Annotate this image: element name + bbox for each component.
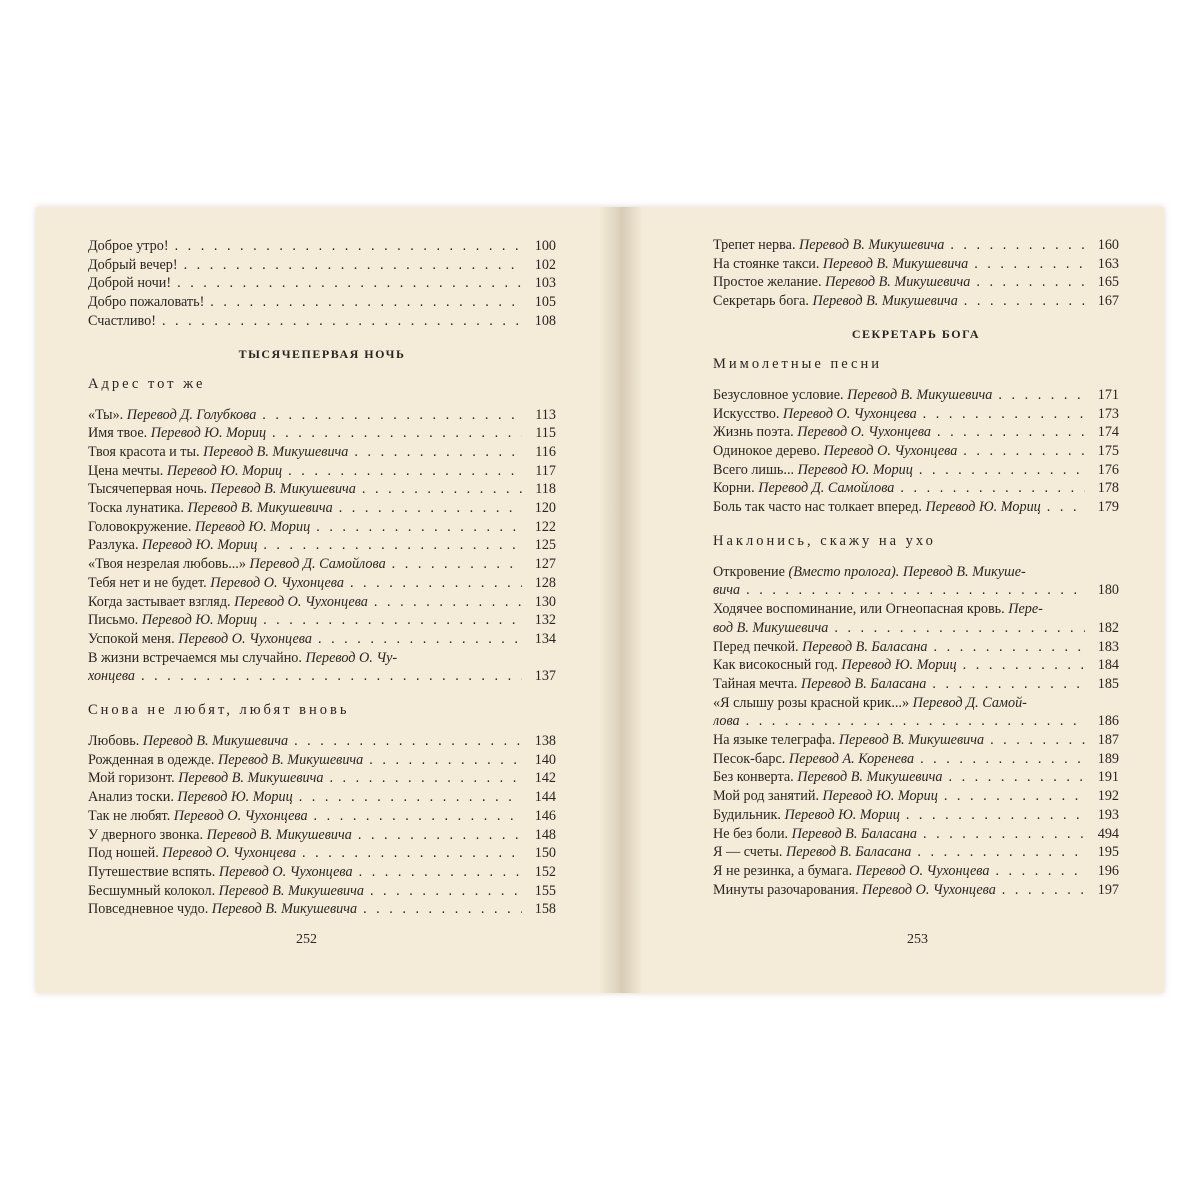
page-number: 155	[534, 882, 556, 899]
entry-title: «Твоя незрелая любовь...»	[88, 556, 246, 573]
page-number: 187	[1097, 732, 1119, 749]
page-number: 174	[1097, 424, 1119, 441]
entry-text	[713, 843, 1085, 862]
entry-text	[88, 844, 522, 863]
section-entries	[713, 731, 1119, 899]
entry-text	[88, 732, 522, 751]
entry-text	[88, 807, 522, 826]
entry-title: Любовь.	[88, 733, 140, 750]
entry-title: Трепет нерва.	[713, 237, 796, 253]
toc-entry	[88, 788, 556, 807]
entry-text	[88, 611, 522, 630]
entry-text	[88, 788, 522, 807]
entry-title: Под ношей.	[88, 845, 159, 862]
entry-title: Тайная мечта.	[713, 675, 798, 692]
entry-text	[713, 768, 1085, 787]
toc-entry	[713, 862, 1119, 881]
page-number: 178	[1097, 480, 1119, 497]
toc-entry	[88, 732, 556, 751]
toc-entry	[88, 769, 556, 788]
toc-entry	[88, 826, 556, 845]
entry-translator: Перевод Д. Голубкова	[126, 406, 257, 423]
entry-translator: Перевод В. Микушевича	[187, 500, 333, 517]
entry-text	[713, 498, 1085, 517]
entry-translator: Перевод Ю. Мориц	[166, 462, 283, 479]
page-number: 196	[1097, 862, 1119, 879]
entry-title: Путешествие вспять.	[88, 863, 216, 880]
entry-title: Тебя нет и не будет.	[88, 574, 207, 591]
toc-entry	[88, 518, 556, 537]
folio: 252	[296, 932, 317, 947]
entry-text	[88, 256, 522, 275]
entry-title: Будильник.	[713, 806, 781, 823]
entry-translator: Перевод О. Чухонцева	[173, 807, 308, 824]
toc-entry	[713, 292, 1119, 311]
toc-entry	[713, 787, 1119, 806]
toc-entry	[88, 256, 556, 275]
entry-title: Разлука.	[88, 537, 139, 554]
page-number: 183	[1097, 638, 1119, 655]
toc-entry	[88, 900, 556, 919]
section-heading: Снова не любят, любят вновь	[88, 702, 350, 719]
page-number: 138	[534, 733, 556, 750]
entry-translator: Перевод В. Микушевича	[799, 237, 945, 253]
entry-text	[713, 292, 1085, 311]
page-number: 180	[1097, 582, 1119, 599]
entry-text	[713, 405, 1085, 424]
entry-translator: Перевод В. Микушевича	[203, 443, 349, 460]
page-number: 113	[535, 406, 556, 423]
page-number: 197	[1097, 881, 1119, 898]
left-page	[36, 207, 599, 993]
toc-entry	[88, 611, 556, 630]
entry-translator: лова	[713, 713, 740, 730]
toc-entry	[88, 807, 556, 826]
toc-entry	[713, 386, 1119, 405]
page-number: 189	[1097, 750, 1119, 767]
entry-translator: Перевод Д. Самой-	[912, 694, 1027, 711]
entry-text	[88, 237, 522, 256]
entry-title: Успокой меня.	[88, 630, 175, 647]
toc-entry	[88, 406, 556, 425]
entry-translator: Перевод В. Баласана	[791, 825, 918, 842]
entry-text	[88, 462, 522, 481]
entry-note: (Вместо пролога).	[788, 563, 900, 580]
toc-entry	[713, 236, 1119, 255]
entry-translator: Перевод В. Микушевича	[206, 826, 352, 843]
toc-entry	[88, 844, 556, 863]
entry-title: Тысячепервая ночь.	[88, 481, 208, 498]
entry-title: Перед печкой.	[713, 638, 799, 655]
entry-text	[88, 769, 522, 788]
entry-translator: Перевод В. Баласана	[801, 675, 927, 692]
entry-title: Твоя красота и ты.	[88, 443, 200, 460]
page-number: 195	[1097, 844, 1119, 861]
page-number: 182	[1097, 619, 1119, 636]
entry-text	[713, 787, 1085, 806]
entry-title: Добрый вечер!	[88, 256, 178, 273]
page-number: 171	[1097, 386, 1119, 403]
entry-text	[88, 751, 522, 770]
entry-text	[713, 825, 1085, 844]
page-number: 165	[1097, 274, 1119, 291]
entry-translator: Перевод О. Чухонцева	[797, 424, 931, 441]
entry-title: «Я слышу розы красной крик...»	[713, 694, 910, 711]
entry-translator: Перевод Д. Самойлова	[249, 556, 386, 573]
entry-text	[88, 406, 522, 425]
entry-text	[88, 555, 522, 574]
toc-entry	[713, 750, 1119, 769]
toc-entry	[88, 574, 556, 593]
entry-translator: Перевод В. Микушевича	[178, 770, 324, 787]
open-book-spread	[36, 207, 1164, 993]
toc-entry	[88, 536, 556, 555]
entry-translator: Перевод В. Микушевича	[838, 732, 985, 749]
book-gutter	[599, 207, 643, 993]
entry-text	[88, 312, 522, 331]
page-number: 108	[534, 312, 556, 329]
toc-entry	[713, 498, 1119, 517]
toc-entry-wrapped	[713, 694, 1119, 731]
entry-title: Не без боли.	[713, 825, 789, 842]
entry-text	[713, 862, 1085, 881]
page-number: 160	[1097, 237, 1119, 253]
entry-title: Безусловное условие.	[713, 386, 844, 403]
toc-entry	[88, 555, 556, 574]
entry-text	[713, 881, 1085, 900]
entry-title: Как високосный год.	[713, 657, 838, 674]
section-heading: Наклонись, скажу на ухо	[713, 532, 936, 549]
entry-title: Цена мечты.	[88, 462, 164, 479]
entry-text	[88, 826, 522, 845]
toc-entry	[713, 675, 1119, 694]
page-number: 163	[1097, 255, 1119, 272]
entry-title: Корни.	[713, 480, 755, 497]
entry-translator: Перевод В. Баласана	[802, 638, 928, 655]
section-entries	[713, 386, 1119, 517]
page-number: 117	[535, 462, 556, 479]
entry-translator: Перевод О. Чухонцева	[210, 574, 344, 591]
entry-title: Минуты разочарования.	[713, 881, 859, 898]
entry-translator: Перевод В. Микушевича	[797, 769, 943, 786]
page-number: 125	[534, 537, 556, 554]
toc-entry	[88, 293, 556, 312]
entry-text	[713, 236, 1085, 255]
toc-entry	[88, 480, 556, 499]
entry-translator: Перевод О. Чухонцева	[823, 442, 958, 459]
toc-entry-wrapped	[88, 649, 556, 686]
entry-text	[713, 273, 1085, 292]
entry-translator: Перевод Ю. Мориц	[194, 518, 311, 535]
left-top-entries	[88, 237, 556, 331]
entry-title: Ходячее воспоминание, или Огнеопасная кровь.	[713, 601, 1005, 618]
entry-text	[713, 461, 1085, 480]
entry-title: У дверного звонка.	[88, 826, 204, 843]
entry-title: Мой горизонт.	[88, 770, 175, 787]
toc-entry	[88, 630, 556, 649]
toc-entry	[88, 237, 556, 256]
entry-text	[713, 750, 1085, 769]
toc-entry	[713, 273, 1119, 292]
toc-entry	[88, 424, 556, 443]
entry-text	[88, 274, 522, 293]
entry-text	[713, 423, 1085, 442]
entry-title: Простое желание.	[713, 274, 822, 291]
entry-title: Когда застывает взгляд.	[88, 593, 231, 610]
entry-translator: Перевод О. Чухонцева	[234, 593, 368, 610]
entry-text	[88, 499, 522, 518]
page-number: 115	[535, 425, 556, 442]
entry-text	[88, 424, 522, 443]
entry-translator: Перевод Д. Самойлова	[758, 480, 895, 497]
page-number: 105	[534, 294, 556, 311]
entry-text	[88, 630, 522, 649]
left-contents	[88, 237, 556, 919]
toc-entry	[88, 462, 556, 481]
entry-title: Всего лишь...	[713, 461, 795, 478]
page-number: 150	[534, 845, 556, 862]
entry-text	[713, 255, 1085, 274]
entry-title: Я — счеты.	[713, 844, 783, 861]
toc-entry	[713, 825, 1119, 844]
page-number: 494	[1097, 825, 1119, 842]
entry-text	[88, 574, 522, 593]
toc-entry	[713, 479, 1119, 498]
page-number: 158	[534, 901, 556, 918]
entry-title: На языке телеграфа.	[713, 732, 836, 749]
section-entries	[88, 406, 556, 649]
cycle-title: СЕКРЕТАРЬ БОГА	[851, 326, 981, 341]
entry-title: Одинокое дерево.	[713, 442, 820, 459]
entry-title: Так не любят.	[88, 807, 171, 824]
entry-translator: Перевод О. Чухонцева	[162, 845, 297, 862]
entry-translator: Перевод В. Микушевича	[211, 901, 358, 918]
entry-text	[88, 480, 522, 499]
toc-entry	[713, 731, 1119, 750]
page-number: 127	[534, 556, 556, 573]
entry-translator: Перевод О. Чухонцева	[862, 881, 996, 898]
entry-text	[713, 806, 1085, 825]
page-number: 148	[534, 826, 556, 843]
page-number: 130	[534, 593, 556, 610]
entry-text	[713, 731, 1085, 750]
entry-title: Головокружение.	[88, 518, 192, 535]
entry-translator: Перевод О. Чухонцева	[218, 863, 353, 880]
toc-entry	[713, 423, 1119, 442]
entry-title: Доброй ночи!	[88, 275, 172, 292]
entry-translator: хонцева	[88, 668, 135, 685]
entry-translator: Перевод Ю. Мориц	[797, 461, 913, 478]
page-number: 137	[534, 668, 556, 685]
entry-title: Тоска лунатика.	[88, 500, 184, 517]
page-number: 103	[534, 275, 556, 292]
entry-text	[88, 536, 522, 555]
right-page	[643, 207, 1164, 993]
entry-title: Жизнь поэта.	[713, 424, 794, 441]
entry-text	[713, 442, 1085, 461]
entry-title: Я не резинка, а бумага.	[713, 862, 853, 879]
page-number: 132	[534, 612, 556, 629]
page-number: 134	[534, 630, 556, 647]
toc-entry	[713, 442, 1119, 461]
page-number: 173	[1097, 405, 1119, 422]
page-number: 116	[535, 443, 556, 460]
page-number: 175	[1097, 442, 1119, 459]
entry-text	[88, 593, 522, 612]
page-number: 102	[534, 256, 556, 273]
page-number: 140	[534, 751, 556, 768]
page-number: 176	[1097, 461, 1119, 478]
entry-translator: Перевод В. Микушевича	[847, 386, 993, 403]
entry-title: Искусство.	[713, 405, 780, 422]
entry-translator: Перевод Ю. Мориц	[822, 788, 938, 805]
toc-entry	[88, 751, 556, 770]
entry-title: Счастливо!	[88, 312, 156, 329]
entry-title: Без конверта.	[713, 769, 794, 786]
entry-title: В жизни встречаемся мы случайно.	[88, 649, 302, 666]
right-contents	[713, 236, 1119, 899]
entry-translator: Перевод Ю. Мориц	[841, 657, 957, 674]
page-number: 122	[534, 518, 556, 535]
entry-text	[88, 443, 522, 462]
section-entries	[713, 638, 1119, 694]
toc-entry	[713, 638, 1119, 657]
entry-translator: Пере-	[1008, 601, 1043, 618]
page-number: 152	[534, 863, 556, 880]
toc-entry	[713, 881, 1119, 900]
page-number: 192	[1097, 788, 1119, 805]
entry-title: Анализ тоски.	[88, 789, 174, 806]
entry-text	[88, 863, 522, 882]
entry-title: Песок-барс.	[713, 750, 786, 767]
entry-title: Мой род занятий.	[713, 788, 819, 805]
entry-text	[88, 900, 522, 919]
entry-text	[88, 518, 522, 537]
entry-translator: Перевод О. Чухонцева	[855, 862, 990, 879]
entry-title: Бесшумный колокол.	[88, 882, 216, 899]
toc-entry	[88, 312, 556, 331]
entry-text	[88, 293, 522, 312]
page-number: 144	[534, 789, 556, 806]
entry-translator: Перевод О. Чу-	[305, 649, 398, 666]
entry-title: «Ты».	[88, 406, 124, 423]
entry-translator: Перевод В. Микушевича	[218, 882, 364, 899]
entry-text	[713, 386, 1085, 405]
cycle-title: ТЫСЯЧЕПЕРВАЯ НОЧЬ	[238, 346, 406, 361]
entry-text	[713, 675, 1085, 694]
entry-translator: Перевод Ю. Мориц	[925, 499, 1041, 516]
toc-entry	[713, 405, 1119, 424]
section-heading: Мимолетные песни	[713, 355, 882, 372]
page-number: 146	[534, 807, 556, 824]
entry-title: Рожденная в одежде.	[88, 751, 215, 768]
page-number: 191	[1097, 769, 1119, 786]
entry-translator: Перевод О. Чухонцева	[178, 630, 312, 647]
page-number: 128	[534, 574, 556, 591]
entry-translator: Перевод В. Баласана	[786, 844, 912, 861]
entry-title: На стоянке такси.	[713, 255, 820, 272]
entry-title: Секретарь бога.	[713, 293, 809, 310]
toc-entry	[713, 656, 1119, 675]
toc-entry	[88, 443, 556, 462]
page-number: 120	[534, 500, 556, 517]
page-number: 142	[534, 770, 556, 787]
toc-entry	[713, 843, 1119, 862]
entry-title: Повседневное чудо.	[88, 901, 209, 918]
page-number: 186	[1097, 713, 1119, 730]
entry-title: Откровение	[713, 563, 785, 580]
toc-entry	[88, 274, 556, 293]
toc-entry-wrapped	[713, 600, 1119, 637]
page-number: 184	[1097, 657, 1119, 674]
entry-translator: Перевод Ю. Мориц	[177, 789, 293, 806]
entry-translator: Перевод Ю. Мориц	[141, 612, 258, 629]
entry-title: Доброе утро!	[88, 238, 169, 254]
entry-text	[713, 638, 1085, 657]
entry-translator: Перевод Ю. Мориц	[784, 806, 900, 823]
toc-entry	[88, 499, 556, 518]
entry-translator: Перевод В. Микушевича	[142, 733, 289, 750]
entry-translator: вод В. Микушевича	[713, 619, 829, 636]
entry-title: Добро пожаловать!	[88, 294, 205, 311]
entry-text	[713, 656, 1085, 675]
toc-entry	[88, 882, 556, 901]
toc-entry-wrapped	[713, 563, 1119, 600]
page-number: 167	[1097, 293, 1119, 310]
right-top-entries	[713, 236, 1119, 311]
entry-translator: Перевод В. Микушевича	[218, 751, 364, 768]
entry-text	[88, 882, 522, 901]
entry-translator: Перевод В. Микуше-	[902, 563, 1026, 580]
toc-entry	[713, 461, 1119, 480]
entry-text	[713, 479, 1085, 498]
toc-entry	[713, 768, 1119, 787]
page-number: 185	[1097, 675, 1119, 692]
entry-translator: Перевод Ю. Мориц	[142, 537, 258, 554]
section-heading: Адрес тот же	[88, 375, 206, 392]
page-number: 100	[534, 238, 556, 254]
toc-entry	[713, 806, 1119, 825]
entry-title: Боль так часто нас толкает вперед.	[713, 499, 922, 516]
entry-translator: Перевод Ю. Мориц	[150, 425, 267, 442]
page-number: 193	[1097, 806, 1119, 823]
entry-translator: Перевод А. Коренева	[788, 750, 915, 767]
page-number: 118	[535, 481, 556, 498]
folio: 253	[907, 932, 928, 947]
entry-translator: Перевод В. Микушевича	[210, 481, 356, 498]
toc-entry	[88, 593, 556, 612]
section-entries	[88, 732, 556, 919]
entry-title: Имя твое.	[88, 425, 148, 442]
entry-title: Письмо.	[88, 612, 139, 629]
toc-entry	[713, 255, 1119, 274]
entry-translator: Перевод В. Микушевича	[812, 293, 958, 310]
entry-translator: Перевод В. Микушевича	[822, 255, 969, 272]
page-number: 179	[1097, 499, 1119, 516]
entry-translator: Перевод О. Чухонцева	[782, 405, 917, 422]
toc-entry	[88, 863, 556, 882]
entry-translator: Перевод В. Микушевича	[825, 274, 971, 291]
entry-translator: вича	[713, 582, 741, 599]
